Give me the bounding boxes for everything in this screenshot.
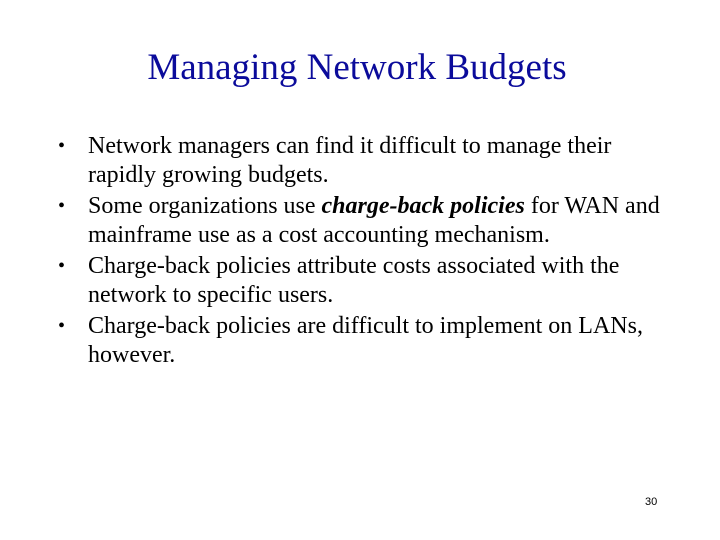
bullet-icon: • [58, 255, 66, 277]
bullet-item [58, 312, 678, 370]
bullet-icon: • [58, 315, 66, 337]
bullet-list [58, 132, 678, 372]
bullet-item [58, 252, 678, 310]
bullet-item [58, 192, 678, 250]
bullet-text: Charge-back policies are difficult to implement on LANs, however. [88, 313, 643, 368]
bullet-icon: • [58, 135, 66, 157]
bullet-item [58, 132, 678, 190]
page-number: 30 [645, 496, 658, 508]
bullet-text: Some organizations use [88, 193, 322, 219]
bullet-text: for WAN and mainframe use as a cost accounting mechanism. [88, 193, 660, 248]
emphasized-term: charge-back policies [321, 193, 525, 219]
bullet-text: Charge-back policies attribute costs associated with the network to specific users. [88, 253, 620, 308]
bullet-icon: • [58, 195, 66, 217]
bullet-text: Network managers can find it difficult to manage their rapidly growing budgets. [88, 133, 612, 188]
slide-title: Managing Network Budgets [147, 47, 567, 88]
